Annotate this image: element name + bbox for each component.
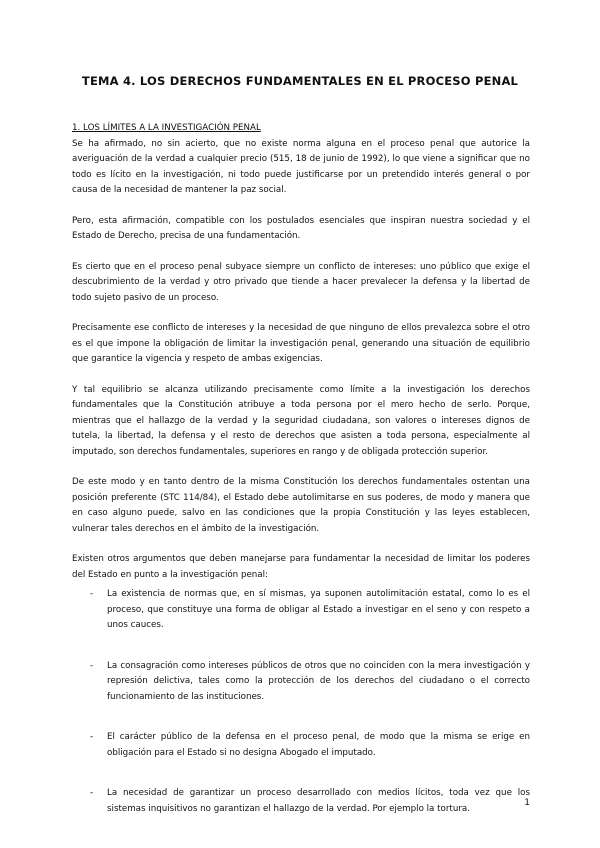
list-item [72,730,530,761]
list-item-text: La necesidad de garantizar un proceso desarrollado con medios lícitos, toda vez que los sistemas inquisitivos no garantizan el hallazgo de la verdad. Por ejemplo la tortura. [107,788,530,814]
bullet-dash: - [90,732,94,742]
paragraph-1: Se ha afirmado, no sin acierto, que no existe norma alguna en el proceso penal que autorice la averiguación de la verdad a cualquier precio (515, 18 de junio de 1992), lo que viene a significar que no todo es lícito en la investigación, ni todo puede justificarse por un pretendido interés general o por causa de la necesidad de mantener la paz social. [72,138,530,195]
list-item [72,786,530,817]
argument-list [72,587,530,817]
paragraph-5: Y tal equilibrio se alcanza utilizando precisamente como límite a la investigación los derechos fundamentales que la Constitución atribuye a toda persona por el mero hecho de serlo. Porque, mientras que el hallazgo de la verdad y la seguridad ciudadana, son valores o intereses dignos de tutela, la libertad, la defensa y el resto de derechos que asisten a toda persona, especialmente al imputado, son derechos fundamentales, superiores en rango y de obligada protección superior. [72,384,530,457]
paragraph-6: De este modo y en tanto dentro de la misma Constitución los derechos fundamentales ostentan una posición preferente (STC 114/84), el Estado debe autolimitarse en sus poderes, de modo y manera que en caso alguno puede, salvo en las condiciones que la propia Constitución y las leyes establecen, vulnerar tales derechos en el ámbito de la investigación. [72,477,530,534]
page-title: TEMA 4. LOS DERECHOS FUNDAMENTALES EN EL PROCESO PENAL [81,74,519,88]
paragraph-3: Es cierto que en el proceso penal subyace siempre un conflicto de intereses: uno público que exige el descubrimiento de la verdad y otro privado que tiende a hacer prevalecer la defensa y la libertad de todo sujeto pasivo de un proceso. [72,261,530,303]
section-heading: 1. LOS LÍMITES A LA INVESTIGACIÓN PENAL [72,123,261,133]
paragraph-4: Precisamente ese conflicto de intereses y la necesidad de que ninguno de ellos prevalezca sobre el otro es el que impone la obligación de limitar la investigación penal, generando una situación de equilibrio que garantice la vigencia y respeto de ambas exigencias. [72,323,530,364]
paragraph-2: Pero, esta afirmación, compatible con los postulados esenciales que inspiran nuestra sociedad y el Estado de Derecho, precisa de una fundamentación. [72,215,530,241]
page-number: 1 [524,798,530,808]
list-item-text: La existencia de normas que, en sí mismas, ya suponen autolimitación estatal, como lo es el proceso, que constituye una forma de obligar al Estado a investigar en el seno y con respeto a unos cauces. [107,589,530,630]
bullet-dash: - [90,589,94,599]
bullet-dash: - [90,788,94,798]
list-item [72,587,530,634]
list-item [72,659,530,706]
list-item-text: El carácter público de la defensa en el proceso penal, de modo que la misma se erige en obligación para el Estado si no designa Abogado el imputado. [107,732,530,758]
bullet-dash: - [90,660,94,671]
paragraph-7: Existen otros argumentos que deben manejarse para fundamentar la necesidad de limitar los poderes del Estado en punto a la investigación penal: [72,554,530,580]
list-item-text: La consagración como intereses públicos de otros que no coinciden con la mera investigación y represión delictiva, tales como la protección de los derechos del ciudadano o el correcto funcionamiento de las instituciones. [107,660,530,702]
document-body [72,121,530,842]
